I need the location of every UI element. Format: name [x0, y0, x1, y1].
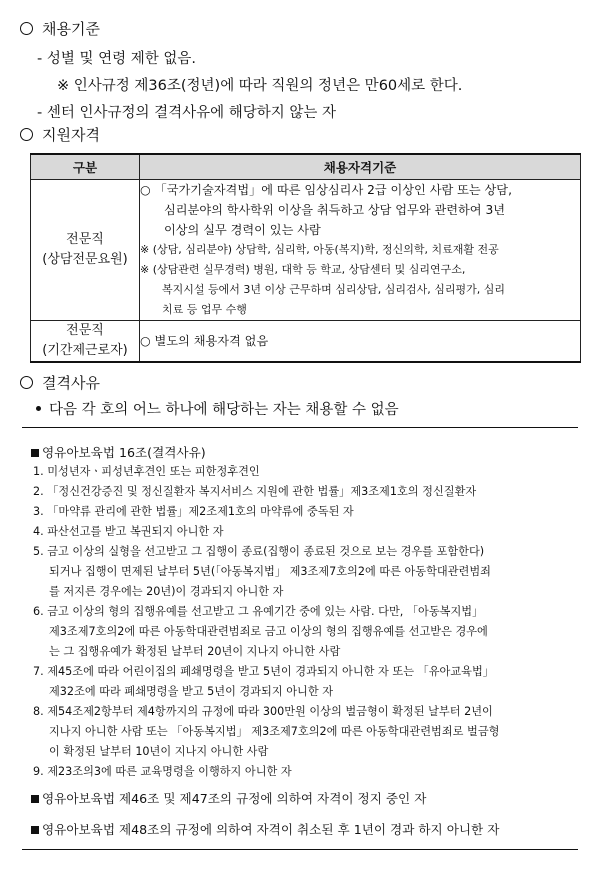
- table-row: [31, 180, 581, 321]
- law-item: 3. 「마약류 관리에 관한 법률」제2조제1호의 마약류에 중독된 자: [33, 505, 354, 518]
- circle-bullet-icon: [20, 22, 33, 35]
- law-item: 되거나 집행이 면제된 날부터 5년(「아동복지법」 제3조제7호의2에 따른 아동학대관련범죄: [49, 565, 491, 578]
- law-item: 1. 미성년자ㆍ피성년후견인 또는 피한정후견인: [33, 465, 260, 478]
- table-header-criteria: 채용자격기준: [140, 154, 581, 180]
- law-heading-article46-47: 영유아보육법 제46조 및 제47조의 규정에 의하여 자격이 정지 중인 자: [31, 788, 426, 807]
- law-item: 7. 제45조에 따라 어린이집의 폐쇄명령을 받고 5년이 경과되지 아니한 자 또는 「유아교육법」: [33, 665, 494, 678]
- circle-bullet-icon: [20, 376, 33, 389]
- law-item-list: [33, 462, 499, 782]
- divider-bottom: [22, 849, 578, 850]
- criteria-item-gender-age: - 성별 및 연령 제한 없음.: [37, 51, 196, 67]
- square-bullet-icon: [31, 795, 39, 803]
- law-item: 이 확정된 날부터 10년이 지나지 아니한 사람: [49, 745, 269, 758]
- square-bullet-icon: [31, 449, 39, 457]
- criteria-item-disqualification: - 센터 인사규정의 결격사유에 해당하지 않는 자: [37, 105, 337, 121]
- law-item: 제32조에 따라 폐쇄명령을 받고 5년이 경과되지 아니한 자: [49, 685, 334, 698]
- table-header-category: 구분: [31, 154, 140, 180]
- table-row: [31, 321, 581, 363]
- law-item: 5. 금고 이상의 실형을 선고받고 그 집행이 종료(집행이 종료된 것으로 보는 경우를 포함한다): [33, 545, 485, 558]
- section-heading-disqualification: 결격사유: [20, 372, 100, 393]
- law-item: 9. 제23조의3에 따른 교육명령을 이행하지 아니한 자: [33, 765, 292, 778]
- law-item: 제3조제7호의2에 따른 아동학대관련범죄로 금고 이상의 형의 집행유예를 선고받은 경우에: [49, 625, 488, 638]
- law-item: 8. 제54조제2항부터 제4항까지의 규정에 따라 300만원 이상의 벌금형이 확정된 날부터 2년이: [33, 705, 493, 718]
- square-bullet-icon: [31, 826, 39, 834]
- law-item: 를 저지른 경우에는 20년)이 경과되지 아니한 자: [49, 585, 284, 598]
- law-item: 지나지 아니한 사람 또는 「아동복지법」 제3조제7호의2에 따른 아동학대관련범죄로 벌금형: [49, 725, 500, 738]
- dot-bullet-icon: [36, 406, 41, 411]
- circle-bullet-icon: [20, 128, 33, 141]
- section-heading-qualifications: 지원자격: [20, 124, 100, 145]
- divider-top: [22, 427, 578, 428]
- qualification-table: [30, 153, 581, 363]
- law-item: 4. 파산선고를 받고 복권되지 아니한 자: [33, 525, 224, 538]
- category-contract-worker: 전문직 (기간제근로자): [31, 321, 140, 363]
- law-item: 2. 「정신건강증진 및 정신질환자 복지서비스 지원에 관한 법률」제3조제1호의 정신질환자: [33, 485, 477, 498]
- criteria-counselor: ○ 「국가기술자격법」에 따른 임상심리사 2급 이상인 사람 또는 상담, 심리분야의 학사학위 이상을 취득하고 상담 업무와 관련하여 3년 이상의 실무 경력이 있는 사람 ※ (상담, 심리분야) 상담학, 심리학, 아동(복지)학, 정신의학, 치료재활 전공 ※ (상담관련 실무경력) 병원, 대학 등 학교, 상담센터 및 심리연구소, 복지시설 등에서 3년 이상 근무하며 심리상담, 심리검사, 심리평가, 심리 치료 등 업무 수행: [140, 180, 581, 321]
- criteria-contract-worker: ○ 별도의 채용자격 없음: [140, 321, 581, 363]
- disqualification-bullet: 다음 각 호의 어느 하나에 해당하는 자는 채용할 수 없음: [36, 398, 399, 419]
- law-item: 6. 금고 이상의 형의 집행유예를 선고받고 그 유예기간 중에 있는 사람. 다만, 「아동복지법」: [33, 605, 484, 618]
- law-item: 는 그 집행유예가 확정된 날부터 20년이 지나지 아니한 사람: [49, 645, 341, 658]
- category-counselor: 전문직 (상담전문요원): [31, 180, 140, 321]
- criteria-note-retirement: ※ 인사규정 제36조(정년)에 따라 직원의 정년은 만60세로 한다.: [57, 78, 463, 94]
- section-heading-recruitment-criteria: 채용기준: [20, 18, 100, 39]
- law-heading-article16: 영유아보육법 16조(결격사유): [31, 442, 206, 461]
- law-heading-article48: 영유아보육법 제48조의 규정에 의하여 자격이 취소된 후 1년이 경과 하지 아니한 자: [31, 819, 499, 838]
